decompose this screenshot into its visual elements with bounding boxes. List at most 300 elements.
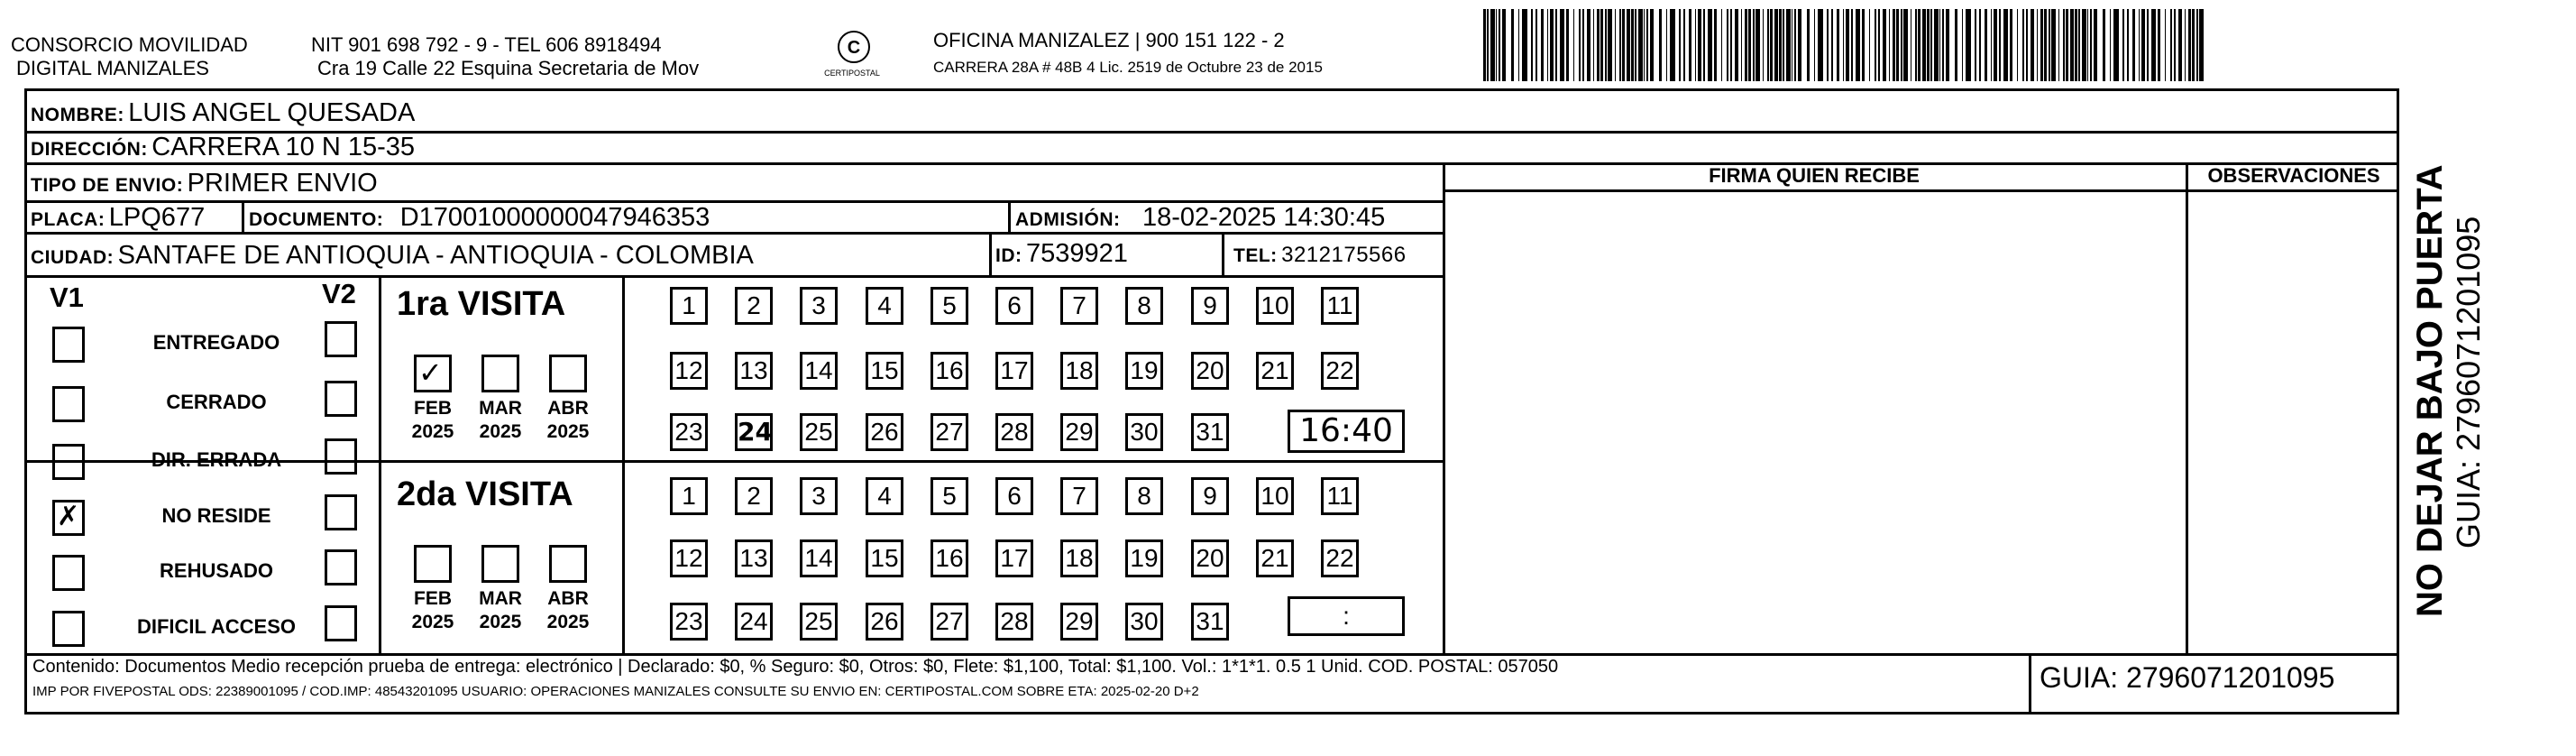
certipostal-logo-icon <box>834 29 874 69</box>
barcode-bar <box>1698 9 1701 81</box>
status-label: DIR. ERRADA <box>151 448 282 471</box>
visit2-day-box[interactable]: 1 <box>670 477 708 515</box>
col-divider <box>1008 200 1011 232</box>
barcode-bar <box>1631 9 1634 81</box>
tel-label: TEL: <box>1233 245 1278 266</box>
barcode-bar <box>2151 9 2156 81</box>
barcode-bar <box>1714 9 1717 81</box>
v1-checkbox[interactable] <box>52 444 85 480</box>
visit2-day-box[interactable]: 12 <box>670 539 708 577</box>
barcode-bar <box>1646 9 1648 81</box>
barcode-bar <box>1608 9 1612 81</box>
visit2-day-box[interactable]: 17 <box>995 539 1033 577</box>
office-line2: CARRERA 28A # 48B 4 Lic. 2519 de Octubre 23 de 2015 <box>933 59 1323 76</box>
barcode-bar <box>1827 9 1829 81</box>
visit2-day-box[interactable]: 27 <box>930 603 968 641</box>
visit1-day-box[interactable]: 11 <box>1321 287 1359 325</box>
visit2-month-label: ABR <box>547 588 589 609</box>
v2-checkbox[interactable] <box>325 381 357 417</box>
visit2-year-label: 2025 <box>546 612 590 632</box>
visit2-month-checkbox[interactable] <box>481 545 519 583</box>
barcode-bar <box>1955 9 1957 81</box>
barcode-bar <box>1689 9 1691 81</box>
barcode-bar <box>1638 9 1643 81</box>
v2-checkbox[interactable] <box>325 605 357 641</box>
barcode-bar <box>1783 9 1784 81</box>
visit2-day-box[interactable]: 29 <box>1060 603 1098 641</box>
barcode-bar <box>1619 9 1621 81</box>
visit1-day-box[interactable]: 6 <box>995 287 1033 325</box>
barcode-bar <box>2040 9 2043 81</box>
visit1-day-box[interactable]: 23 <box>670 413 708 451</box>
barcode-bar <box>1531 9 1533 81</box>
visit2-day-box[interactable]: 28 <box>995 603 1033 641</box>
barcode-bar <box>1650 9 1654 81</box>
col-divider <box>1222 232 1224 275</box>
admision-label: ADMISIÓN: <box>1015 209 1121 230</box>
barcode-bar <box>1587 9 1591 81</box>
visit1-month-checkbox[interactable] <box>481 355 519 392</box>
visit2-month-checkbox[interactable] <box>414 545 452 583</box>
barcode-bar <box>1579 9 1581 81</box>
barcode-bar <box>1708 9 1712 81</box>
barcode-bar <box>1814 9 1815 81</box>
barcode-bar <box>1541 9 1544 81</box>
barcode-bar <box>1763 9 1764 81</box>
barcode-bar <box>1889 9 1890 81</box>
barcode-bar <box>2063 9 2065 81</box>
visit1-day-box[interactable]: 20 <box>1191 352 1229 390</box>
visit2-day-box[interactable]: 25 <box>800 603 838 641</box>
visit1-year-label: 2025 <box>546 421 590 442</box>
barcode-bar <box>2058 9 2059 81</box>
barcode-bar <box>2196 9 2198 81</box>
barcode-bar <box>2090 9 2092 81</box>
visit1-month-label: FEB <box>414 398 452 419</box>
barcode-bar <box>1883 9 1886 81</box>
visit2-day-box[interactable]: 22 <box>1321 539 1359 577</box>
no-dejar-warning: NO DEJAR BAJO PUERTA <box>2410 164 2450 617</box>
barcode-bar <box>1927 9 1930 81</box>
visit2-day-box[interactable]: 4 <box>866 477 903 515</box>
visit2-day-box[interactable]: 6 <box>995 477 1033 515</box>
barcode-bar <box>2199 9 2204 81</box>
observations-area[interactable] <box>2188 192 2397 651</box>
barcode-bar <box>1878 9 1880 81</box>
barcode-bar <box>2110 9 2111 81</box>
barcode-bar <box>1779 9 1782 81</box>
barcode-bar <box>1735 9 1738 81</box>
barcode-bar <box>1487 9 1489 81</box>
company-name-line2: DIGITAL MANIZALES <box>16 57 209 79</box>
office-line1: OFICINA MANIZALEZ | 900 151 122 - 2 <box>933 29 1285 51</box>
barcode-bar <box>2188 9 2191 81</box>
v1-checkbox[interactable] <box>52 327 85 363</box>
barcode-bar <box>1683 9 1685 81</box>
barcode-bar <box>2017 9 2018 81</box>
placa-label: PLACA: <box>31 209 105 230</box>
placa-field <box>31 202 205 237</box>
barcode-bar <box>1627 9 1630 81</box>
barcode-bar <box>2147 9 2149 81</box>
visit2-day-box[interactable]: 30 <box>1125 603 1163 641</box>
barcode-bar <box>2037 9 2038 81</box>
visit1-time[interactable]: 16:40 <box>1288 410 1405 453</box>
barcode-bar <box>2132 9 2135 81</box>
barcode-bar <box>2174 9 2176 81</box>
barcode-bar <box>1536 9 1537 81</box>
barcode-bar <box>1851 9 1853 81</box>
barcode-bar <box>1547 9 1548 81</box>
visit1-day-box[interactable]: 7 <box>1060 287 1098 325</box>
v1-checkbox[interactable] <box>52 386 85 422</box>
footer-imp: IMP POR FIVEPOSTAL ODS: 22389001095 / COD.IMP: 48543201095 USUARIO: OPERACIONES MANIZALES CONSULTE SU ENVIO EN: CERTIPOSTAL.COM SOBRE ETA: 2025-02-20 D+2 <box>32 684 1199 699</box>
footer-guia: GUIA: 2796071201095 <box>2040 661 2335 694</box>
barcode-bar <box>1573 9 1574 81</box>
barcode-bar <box>2103 9 2105 81</box>
barcode-bar <box>1843 9 1844 81</box>
documento-label: DOCUMENTO: <box>249 209 384 230</box>
barcode-bar <box>1522 9 1527 81</box>
visit2-month-checkbox[interactable] <box>549 545 587 583</box>
barcode-bar <box>1666 9 1667 81</box>
status-label: NO RESIDE <box>161 504 271 527</box>
admision-field <box>1015 202 1385 237</box>
barcode-bar <box>2078 9 2080 81</box>
barcode-bar <box>1730 9 1732 81</box>
barcode-bar <box>1670 9 1675 81</box>
barcode-bar <box>1550 9 1554 81</box>
barcode-bar <box>2158 9 2160 81</box>
barcode-bar <box>2070 9 2074 81</box>
v2-checkbox[interactable] <box>325 321 357 357</box>
visit2-title: 2da VISITA <box>397 475 573 513</box>
barcode <box>1483 9 2214 81</box>
barcode-bar <box>1915 9 1917 81</box>
visit2-day-box[interactable]: 23 <box>670 603 708 641</box>
barcode-bar <box>2087 9 2088 81</box>
barcode-bar <box>1774 9 1778 81</box>
barcode-bar <box>1946 9 1949 81</box>
v1-checkbox[interactable] <box>52 611 85 647</box>
barcode-bar <box>2026 9 2028 81</box>
barcode-bar <box>1918 9 1921 81</box>
visit1-day-box[interactable]: 15 <box>866 352 903 390</box>
visit1-day-box[interactable]: 25 <box>800 413 838 451</box>
visit1-title: 1ra VISITA <box>397 285 566 323</box>
barcode-bar <box>1703 9 1705 81</box>
visit1-day-box[interactable]: 29 <box>1060 413 1098 451</box>
barcode-bar <box>1483 9 1486 81</box>
v1-checkbox[interactable] <box>52 555 85 591</box>
visit2-day-box[interactable]: 11 <box>1321 477 1359 515</box>
visit2-day-box[interactable]: 31 <box>1191 603 1229 641</box>
certipostal-logo <box>834 29 874 69</box>
side-guia: GUIA: 2796071201095 <box>2450 216 2487 549</box>
barcode-bar <box>2031 9 2034 81</box>
direccion-label: DIRECCIÓN: <box>31 139 148 160</box>
visit1-day-box[interactable]: 5 <box>930 287 968 325</box>
visit1-month-checkbox[interactable] <box>414 355 452 392</box>
barcode-bar <box>1786 9 1791 81</box>
visit1-day-box[interactable]: 24 <box>735 413 773 451</box>
barcode-bar <box>1741 9 1742 81</box>
certipostal-caption: CERTIPOSTAL <box>824 69 880 78</box>
col-divider <box>242 200 244 232</box>
visit2-day-box[interactable]: 7 <box>1060 477 1098 515</box>
visit2-day-box[interactable]: 20 <box>1191 539 1229 577</box>
visit2-day-box[interactable]: 10 <box>1256 477 1294 515</box>
barcode-bar <box>2141 9 2145 81</box>
barcode-bar <box>1615 9 1616 81</box>
visit1-day-box[interactable]: 10 <box>1256 287 1294 325</box>
barcode-bar <box>1896 9 1899 81</box>
barcode-bar <box>1644 9 1645 81</box>
barcode-bar <box>1745 9 1747 81</box>
barcode-bar <box>1994 9 1997 81</box>
barcode-bar <box>1582 9 1584 81</box>
visit2-day-box[interactable]: 21 <box>1256 539 1294 577</box>
id-label: ID: <box>995 245 1022 266</box>
barcode-bar <box>1499 9 1500 81</box>
barcode-bar <box>1555 9 1557 81</box>
barcode-bar <box>1721 9 1722 81</box>
visit2-day-box[interactable]: 8 <box>1125 477 1163 515</box>
visit1-day-box[interactable]: 9 <box>1191 287 1229 325</box>
visit1-month-label: MAR <box>479 398 522 419</box>
barcode-bar <box>2075 9 2077 81</box>
barcode-bar <box>1593 9 1594 81</box>
visit1-year-label: 2025 <box>479 421 522 442</box>
v2-checkbox[interactable] <box>325 549 357 585</box>
col-divider <box>622 275 625 654</box>
barcode-bar <box>2022 9 2024 81</box>
visit1-day-box[interactable]: 12 <box>670 352 708 390</box>
status-label: REHUSADO <box>160 559 273 582</box>
visit2-day-box[interactable]: 18 <box>1060 539 1098 577</box>
visit2-day-box[interactable]: 3 <box>800 477 838 515</box>
visit1-day-box[interactable]: 4 <box>866 287 903 325</box>
visit1-day-box[interactable]: 30 <box>1125 413 1163 451</box>
barcode-bar <box>1679 9 1681 81</box>
visit2-month-label: FEB <box>414 588 452 609</box>
visit2-time[interactable]: : <box>1288 596 1405 636</box>
visit1-day-box[interactable]: 27 <box>930 413 968 451</box>
barcode-bar <box>1511 9 1514 81</box>
barcode-bar <box>2185 9 2186 81</box>
visit2-year-label: 2025 <box>479 612 522 632</box>
barcode-bar <box>1985 9 1987 81</box>
v2-checkbox[interactable] <box>325 494 357 530</box>
tipo-envio-field <box>31 168 378 203</box>
ciudad-field <box>31 240 754 275</box>
barcode-bar <box>2113 9 2119 81</box>
barcode-bar <box>2051 9 2056 81</box>
visit1-day-box[interactable]: 22 <box>1321 352 1359 390</box>
barcode-bar <box>1930 9 1932 81</box>
visit1-day-box[interactable]: 21 <box>1256 352 1294 390</box>
visit1-month-checkbox[interactable] <box>549 355 587 392</box>
observaciones-header: OBSERVACIONES <box>2207 164 2380 187</box>
barcode-bar <box>1767 9 1769 81</box>
tel-field <box>1233 240 1407 273</box>
documento-field <box>249 202 710 237</box>
visit2-day-box[interactable]: 15 <box>866 539 903 577</box>
barcode-bar <box>2049 9 2050 81</box>
barcode-bar <box>1490 9 1495 81</box>
barcode-bar <box>1605 9 1607 81</box>
visit2-day-box[interactable]: 19 <box>1125 539 1163 577</box>
barcode-bar <box>1518 9 1519 81</box>
barcode-bar <box>1560 9 1564 81</box>
visit1-day-box[interactable]: 28 <box>995 413 1033 451</box>
direccion-field <box>31 132 415 167</box>
visit1-day-box[interactable]: 14 <box>800 352 838 390</box>
id-value: 7539921 <box>1025 239 1128 268</box>
barcode-bar <box>2010 9 2012 81</box>
visit1-year-label: 2025 <box>411 421 454 442</box>
check-mark-icon: ✓ <box>418 355 443 390</box>
direccion-value: CARRERA 10 N 15-35 <box>151 133 416 161</box>
col-divider <box>989 232 992 275</box>
visit2-day-box[interactable]: 9 <box>1191 477 1229 515</box>
barcode-bar <box>1999 9 2001 81</box>
barcode-bar <box>1600 9 1603 81</box>
barcode-bar <box>1922 9 1926 81</box>
barcode-bar <box>1862 9 1865 81</box>
ciudad-value: SANTAFE DE ANTIOQUIA - ANTIOQUIA - COLOMBIA <box>117 241 754 270</box>
status-label: ENTREGADO <box>152 331 280 354</box>
barcode-bar <box>1856 9 1860 81</box>
barcode-bar <box>1807 9 1810 81</box>
barcode-bar <box>1901 9 1902 81</box>
barcode-bar <box>2094 9 2097 81</box>
signature-area[interactable] <box>1445 192 2183 651</box>
id-field <box>995 238 1128 273</box>
visit2-year-label: 2025 <box>411 612 454 632</box>
barcode-bar <box>1622 9 1625 81</box>
visit1-day-box[interactable]: 17 <box>995 352 1033 390</box>
visit1-day-box[interactable]: 3 <box>800 287 838 325</box>
visit1-day-box[interactable]: 8 <box>1125 287 1163 325</box>
company-nit: NIT 901 698 792 - 9 - TEL 606 8918494 <box>311 33 662 56</box>
barcode-bar <box>1939 9 1940 81</box>
barcode-bar <box>2170 9 2172 81</box>
visit1-day-box[interactable]: 31 <box>1191 413 1229 451</box>
barcode-bar <box>1597 9 1600 81</box>
visit2-day-box[interactable]: 2 <box>735 477 773 515</box>
barcode-bar <box>1962 9 1963 81</box>
visit2-day-box[interactable]: 24 <box>735 603 773 641</box>
barcode-bar <box>2003 9 2008 81</box>
visit2-month-label: MAR <box>479 588 522 609</box>
svg-text:C: C <box>847 38 861 58</box>
barcode-bar <box>1979 9 1981 81</box>
status-label: DIFICIL ACCESO <box>136 615 296 638</box>
barcode-bar <box>1502 9 1506 81</box>
barcode-bar <box>1975 9 1976 81</box>
nombre-field <box>31 97 415 133</box>
barcode-bar <box>1869 9 1870 81</box>
barcode-bar <box>1798 9 1801 81</box>
status-label: CERRADO <box>166 391 267 413</box>
ciudad-label: CIUDAD: <box>31 247 115 268</box>
tel-value: 3212175566 <box>1281 243 1407 267</box>
barcode-bar <box>2165 9 2166 81</box>
barcode-bar <box>1831 9 1833 81</box>
company-address: Cra 19 Calle 22 Esquina Secretaria de Mov <box>317 57 700 79</box>
barcode-bar <box>2178 9 2182 81</box>
footer-contenido: Contenido: Documentos Medio recepción prueba de entrega: electrónico | Declarado: $0, % Seguro: $0, Otros: $0, Flete: $1,100, Total: $1,100. Vol.: 1*1*1. 0.5 1 Unid. COD. POSTAL: 057050 <box>32 657 1559 677</box>
check-mark-icon: ✗ <box>57 501 80 532</box>
nombre-label: NOMBRE: <box>31 105 124 125</box>
tipo-envio-value: PRIMER ENVIO <box>187 169 378 198</box>
barcode-bar <box>1794 9 1796 81</box>
visit2-day-box[interactable]: 13 <box>735 539 773 577</box>
barcode-bar <box>1756 9 1760 81</box>
nombre-value: LUIS ANGEL QUESADA <box>128 98 416 127</box>
documento-value: D17001000000047946353 <box>399 203 710 232</box>
barcode-bar <box>1893 9 1895 81</box>
barcode-bar <box>1846 9 1849 81</box>
barcode-bar <box>1635 9 1636 81</box>
visit2-day-box[interactable]: 16 <box>930 539 968 577</box>
visit1-day-box[interactable]: 13 <box>735 352 773 390</box>
v2-checkbox[interactable] <box>325 438 357 475</box>
v1-checkbox[interactable] <box>52 500 85 536</box>
barcode-bar <box>1770 9 1773 81</box>
barcode-bar <box>1727 9 1728 81</box>
barcode-bar <box>1942 9 1944 81</box>
barcode-bar <box>2066 9 2068 81</box>
barcode-bar <box>1695 9 1696 81</box>
firma-header: FIRMA QUIEN RECIBE <box>1709 164 1920 187</box>
barcode-bar <box>1748 9 1751 81</box>
barcode-bar <box>1659 9 1662 81</box>
placa-value: LPQ677 <box>108 203 206 232</box>
v2-header: V2 <box>322 278 356 309</box>
barcode-bar <box>2127 9 2129 81</box>
admision-value: 18-02-2025 14:30:45 <box>1141 203 1386 232</box>
visit1-day-box[interactable]: 1 <box>670 287 708 325</box>
col-divider <box>379 275 381 654</box>
barcode-bar <box>1496 9 1497 81</box>
barcode-bar <box>1753 9 1755 81</box>
v1-header: V1 <box>50 281 84 313</box>
visit1-day-box[interactable]: 16 <box>930 352 968 390</box>
visit2-day-box[interactable]: 26 <box>866 603 903 641</box>
barcode-bar <box>1966 9 1971 81</box>
col-divider <box>2029 653 2031 715</box>
visit1-day-box[interactable]: 2 <box>735 287 773 325</box>
visit2-day-box[interactable]: 14 <box>800 539 838 577</box>
barcode-bar <box>2122 9 2124 81</box>
row-divider <box>24 275 1444 278</box>
barcode-bar <box>1566 9 1569 81</box>
barcode-bar <box>2139 9 2140 81</box>
barcode-bar <box>1934 9 1939 81</box>
visit1-day-box[interactable]: 19 <box>1125 352 1163 390</box>
barcode-bar <box>1875 9 1876 81</box>
company-name-line1: CONSORCIO MOVILIDAD <box>11 33 248 56</box>
visit1-day-box[interactable]: 26 <box>866 413 903 451</box>
barcode-bar <box>2044 9 2047 81</box>
visit2-day-box[interactable]: 5 <box>930 477 968 515</box>
barcode-bar <box>2192 9 2195 81</box>
barcode-bar <box>1991 9 1992 81</box>
visit1-month-label: ABR <box>547 398 589 419</box>
visit1-day-box[interactable]: 18 <box>1060 352 1098 390</box>
